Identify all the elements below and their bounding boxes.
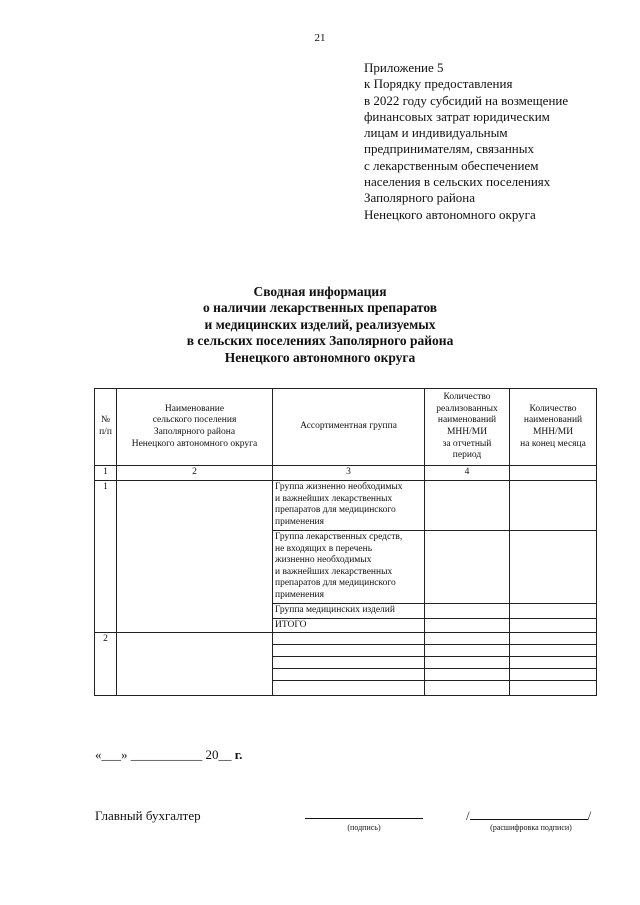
date-year-suffix: г. <box>231 747 243 762</box>
assortment-group-other-drugs: Группа лекарственных средств, не входящих в перечень жизненно необходимых и важнейших лекарственных препаратов для медицинского применения <box>273 531 425 604</box>
appendix-line: населения в сельских поселениях <box>364 174 551 190</box>
column-number <box>510 466 597 481</box>
table-row <box>95 481 597 531</box>
sold-count-cell <box>425 645 510 657</box>
title-line: о наличии лекарственных препаратов <box>202 300 438 316</box>
page-number: 21 <box>314 32 326 44</box>
assortment-group-cell <box>273 681 425 696</box>
end-count-cell <box>510 481 597 531</box>
column-number: 4 <box>425 466 510 481</box>
assortment-group-vital-drugs: Группа жизненно необходимых и важнейших лекарственных препаратов для медицинского применения <box>273 481 425 531</box>
settlement-name-cell <box>117 633 273 696</box>
assortment-group-cell <box>273 669 425 681</box>
end-count-cell <box>510 604 597 619</box>
date-line <box>95 747 242 763</box>
appendix-line: финансовых затрат юридическим <box>364 108 550 124</box>
appendix-line: Ненецкого автономного округа <box>364 206 536 222</box>
title-line: Сводная информация <box>253 284 387 299</box>
signatory-role: Главный бухгалтер <box>95 808 201 823</box>
date-quote-open: « <box>95 747 102 762</box>
date-year-prefix: 20 <box>202 747 219 762</box>
sold-count-cell <box>425 669 510 681</box>
row-number: 2 <box>95 633 117 696</box>
sold-count-cell <box>425 681 510 696</box>
column-number: 2 <box>117 466 273 481</box>
end-count-cell <box>510 618 597 633</box>
header-settlement-name: Наименование сельского поселения Заполярного района Ненецкого автономного округа <box>117 389 273 466</box>
header-end-of-month-count: Количество наименований МНН/МИ на конец месяца <box>510 389 597 466</box>
decode-slash-open: / <box>466 808 470 823</box>
table-header-row <box>95 389 597 466</box>
table-row <box>95 633 597 645</box>
decode-slash-close: / <box>587 808 592 823</box>
title-line: Ненецкого автономного округа <box>224 349 416 365</box>
end-count-cell <box>510 645 597 657</box>
column-number-row <box>95 466 597 481</box>
summary-table <box>94 388 597 696</box>
decode-line <box>470 809 588 820</box>
end-count-cell <box>510 657 597 669</box>
sold-count-cell <box>425 657 510 669</box>
assortment-group-medical-devices: Группа медицинских изделий <box>273 604 425 619</box>
signature-decode <box>466 808 591 824</box>
date-year-blank: __ <box>218 747 232 762</box>
signature-caption: (подпись) <box>347 823 381 832</box>
sold-count-cell <box>425 633 510 645</box>
total-label: ИТОГО <box>273 618 425 633</box>
title-line: в сельских поселениях Заполярного района <box>186 333 454 349</box>
sold-count-cell <box>425 604 510 619</box>
column-number: 3 <box>273 466 425 481</box>
signature-line <box>305 818 423 819</box>
end-count-cell <box>510 669 597 681</box>
sold-count-cell <box>425 531 510 604</box>
settlement-name-cell <box>117 481 273 633</box>
decode-caption: (расшифровка подписи) <box>490 823 572 832</box>
appendix-line: Приложение 5 <box>364 60 444 75</box>
title-line: и медицинских изделий, реализуемых <box>204 316 436 332</box>
appendix-line: с лекарственным обеспечением <box>364 157 539 173</box>
end-count-cell <box>510 531 597 604</box>
row-number: 1 <box>95 481 117 633</box>
appendix-line: к Порядку предоставления <box>364 76 513 92</box>
date-month-blank: ___________ <box>130 747 203 762</box>
appendix-line: лицам и индивидуальным <box>364 125 508 141</box>
document-title <box>120 284 520 366</box>
date-day-blank: ___ <box>101 747 121 762</box>
appendix-line: в 2022 году субсидий на возмещение <box>364 92 569 108</box>
column-number: 1 <box>95 466 117 481</box>
header-assortment-group: Ассортиментная группа <box>273 389 425 466</box>
sold-count-cell <box>425 481 510 531</box>
date-quote-close: » <box>121 747 131 762</box>
sold-count-cell <box>425 618 510 633</box>
appendix-block <box>364 60 624 223</box>
appendix-line: предпринимателям, связанных <box>364 141 534 157</box>
header-sold-count: Количество реализованных наименований МНН/МИ за отчетный период <box>425 389 510 466</box>
header-number: № п/п <box>95 389 117 466</box>
assortment-group-cell <box>273 645 425 657</box>
end-count-cell <box>510 681 597 696</box>
assortment-group-cell <box>273 657 425 669</box>
appendix-line: Заполярного района <box>364 190 476 206</box>
end-count-cell <box>510 633 597 645</box>
assortment-group-cell <box>273 633 425 645</box>
